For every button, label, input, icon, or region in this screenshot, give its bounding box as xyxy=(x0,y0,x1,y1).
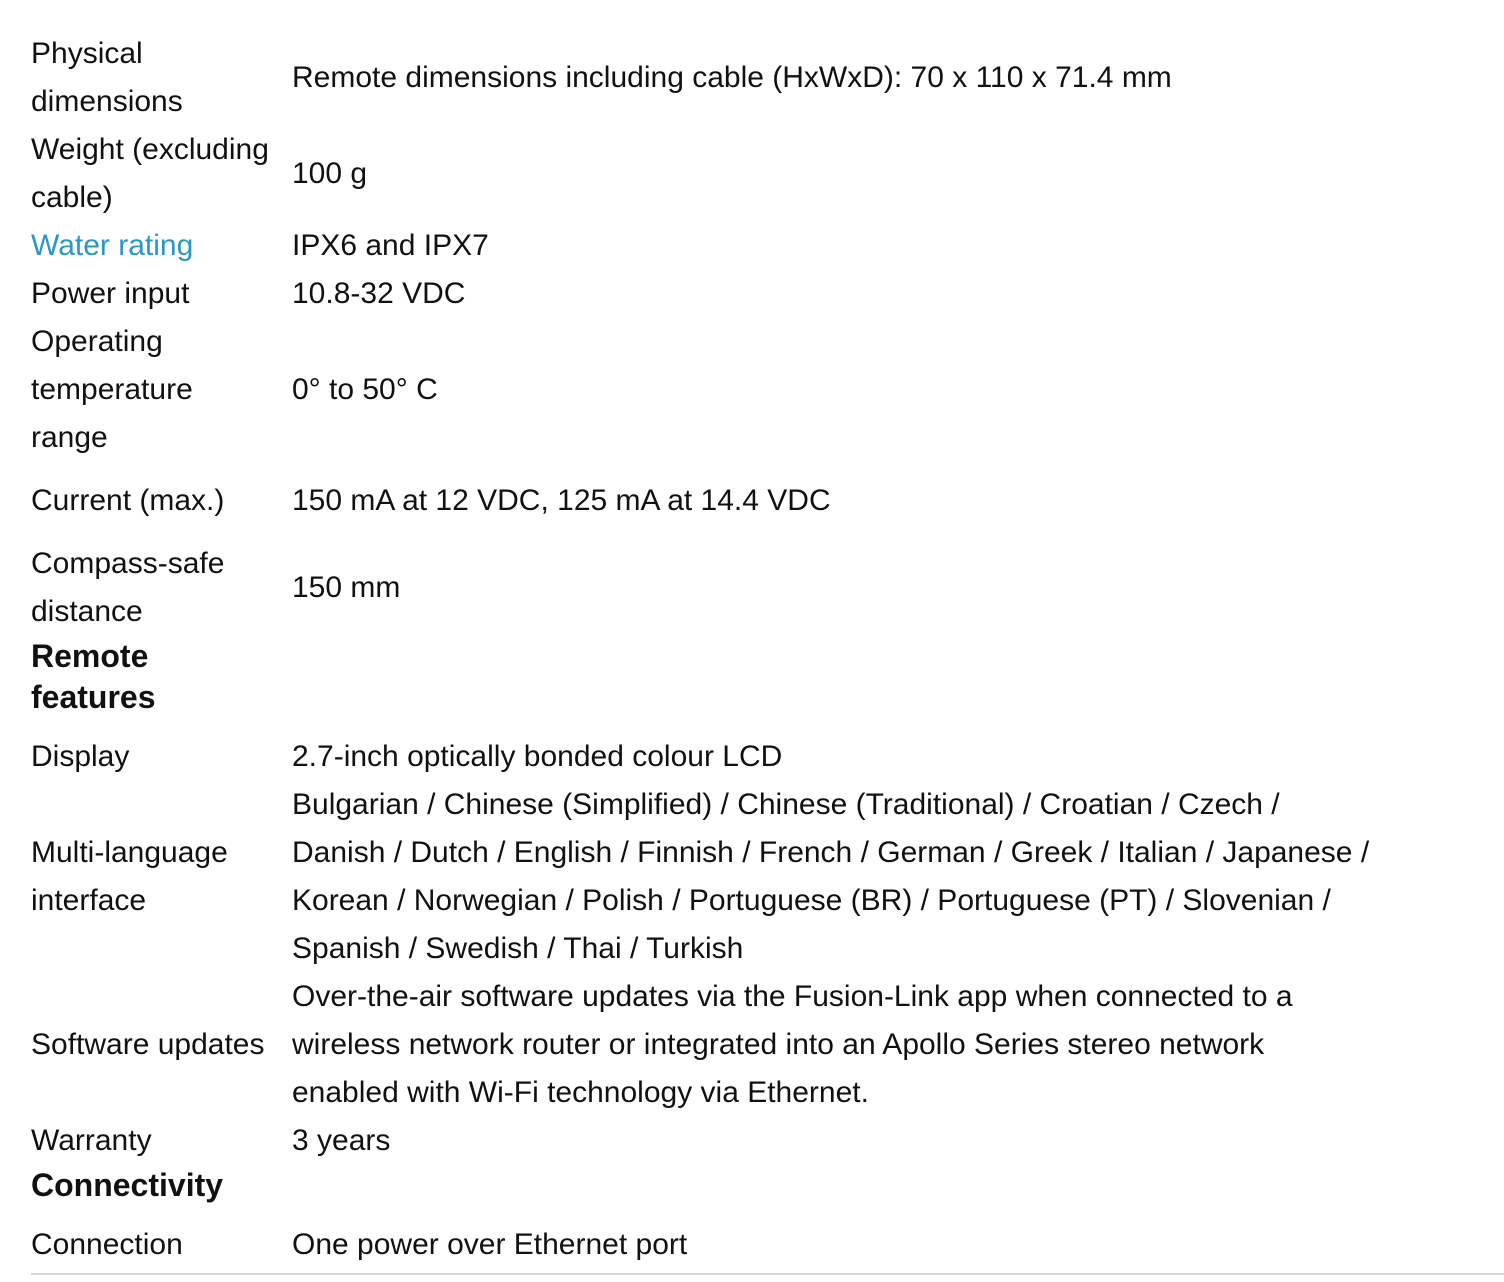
spec-label: Warranty xyxy=(31,1124,152,1157)
spec-label xyxy=(31,126,292,222)
spec-row-current xyxy=(31,477,1471,525)
section-heading: Connectivity xyxy=(31,1167,224,1203)
spec-label: Display xyxy=(31,740,130,773)
spec-label-line: distance xyxy=(31,595,143,628)
spec-label xyxy=(31,30,292,126)
spec-label-line: Multi-language xyxy=(31,836,228,869)
spec-value xyxy=(292,781,1471,973)
spec-value: 150 mm xyxy=(292,571,401,604)
spec-label-line: Weight (excluding xyxy=(31,133,269,166)
spec-value-line: Danish / Dutch / English / Finnish / French / German / Greek / Italian / Japanese / xyxy=(292,836,1370,869)
spec-label xyxy=(31,540,292,636)
spec-value-line: Spanish / Swedish / Thai / Turkish xyxy=(292,932,744,965)
section-heading-remote-features xyxy=(31,636,1471,718)
spec-table xyxy=(31,30,1471,1269)
section-heading-connectivity xyxy=(31,1165,1471,1206)
spec-value xyxy=(292,973,1471,1117)
spec-row-operating-temperature xyxy=(31,318,1471,462)
table-bottom-divider xyxy=(31,1273,1504,1275)
spec-value: 100 g xyxy=(292,157,368,190)
spec-value: 150 mA at 12 VDC, 125 mA at 14.4 VDC xyxy=(292,484,831,517)
section-heading xyxy=(31,636,292,718)
spec-label-line: Compass-safe xyxy=(31,547,225,580)
spec-row-water-rating xyxy=(31,222,1471,270)
spec-label-line: Operating xyxy=(31,325,163,358)
spec-value-line: Bulgarian / Chinese (Simplified) / Chinese (Traditional) / Croatian / Czech / xyxy=(292,788,1280,821)
water-rating-link[interactable]: Water rating xyxy=(31,229,194,262)
spec-label: Power input xyxy=(31,277,190,310)
spec-value: 2.7-inch optically bonded colour LCD xyxy=(292,740,783,773)
spec-row-software-updates xyxy=(31,973,1471,1117)
spec-row-connection xyxy=(31,1221,1471,1269)
spec-row-display xyxy=(31,733,1471,781)
spec-value: 3 years xyxy=(292,1124,391,1157)
section-heading-line: features xyxy=(31,679,156,715)
spec-value-line: wireless network router or integrated into an Apollo Series stereo network xyxy=(292,1028,1265,1061)
spec-label-line: dimensions xyxy=(31,85,183,118)
spec-label xyxy=(31,829,292,925)
spec-label-line: temperature xyxy=(31,373,193,406)
spec-value-line: Korean / Norwegian / Polish / Portuguese (BR) / Portuguese (PT) / Slovenian / xyxy=(292,884,1331,917)
spec-row-weight xyxy=(31,126,1471,222)
spec-label: Connection xyxy=(31,1228,183,1261)
spec-value: 0° to 50° C xyxy=(292,373,438,406)
spec-value: IPX6 and IPX7 xyxy=(292,229,489,262)
spec-value: Remote dimensions including cable (HxWxD): 70 x 110 x 71.4 mm xyxy=(292,61,1172,94)
spec-label-line: Physical xyxy=(31,37,143,70)
spec-row-power-input xyxy=(31,270,1471,318)
spec-value-line: enabled with Wi-Fi technology via Ethernet. xyxy=(292,1076,869,1109)
spec-label xyxy=(31,318,292,462)
spec-row-compass-safe xyxy=(31,540,1471,636)
section-heading-line: Remote xyxy=(31,638,149,674)
spec-label-line: cable) xyxy=(31,181,113,214)
spec-value: One power over Ethernet port xyxy=(292,1228,688,1261)
spec-row-warranty xyxy=(31,1117,1471,1165)
spec-label: Software updates xyxy=(31,1028,265,1061)
spec-row-physical-dimensions xyxy=(31,30,1471,126)
spec-label: Current (max.) xyxy=(31,484,225,517)
spec-label-line: interface xyxy=(31,884,147,917)
spec-row-multi-language xyxy=(31,781,1471,973)
spec-label-line: range xyxy=(31,421,108,454)
spec-value: 10.8-32 VDC xyxy=(292,277,466,310)
spec-value-line: Over-the-air software updates via the Fusion-Link app when connected to a xyxy=(292,980,1293,1013)
